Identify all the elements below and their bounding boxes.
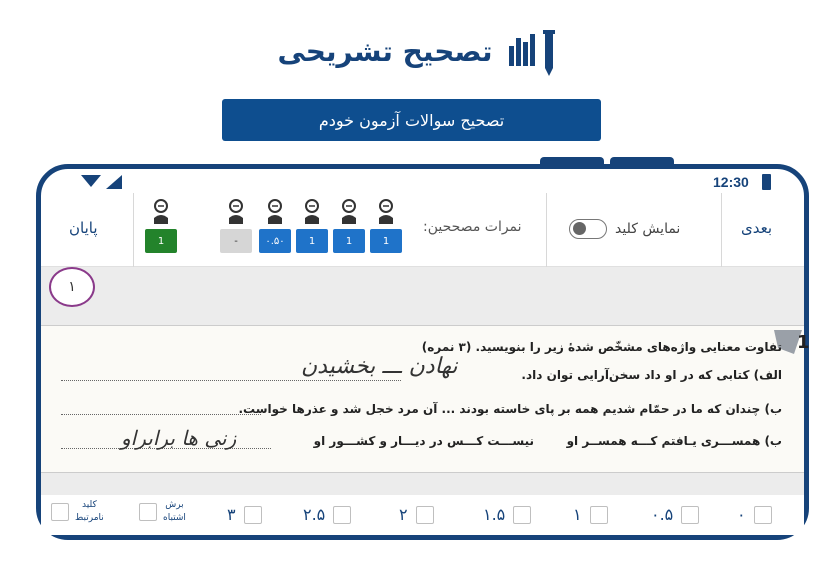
score-selector <box>41 495 804 535</box>
toolbar-divider <box>546 193 547 267</box>
end-button[interactable]: پایان <box>69 219 98 237</box>
phone-frame <box>36 164 809 540</box>
grader-avatar-icon <box>266 199 284 225</box>
score-option-2[interactable] <box>399 505 434 524</box>
score-option-1[interactable] <box>573 505 608 524</box>
show-key-toggle[interactable] <box>569 219 607 239</box>
battery-icon <box>762 174 771 190</box>
status-bar <box>41 169 804 195</box>
brand-header <box>0 26 840 76</box>
score-option-3[interactable] <box>227 505 262 524</box>
show-key-label: نمایش کلید <box>615 221 681 237</box>
final-grade: 1 <box>145 229 177 253</box>
handwritten-answer-c: زنی ها برابراو <box>121 426 237 450</box>
unrelated-key-label: کلید نامرتبط <box>75 500 104 523</box>
page-title: تصحیح تشریحی <box>277 34 493 68</box>
question-heading: تفاوت معنایی واژه‌های مشخّص شدهٔ زیر را بنویسید. (۳ نمره) <box>421 340 782 354</box>
chart-pen-icon <box>503 26 563 76</box>
grader-grade: 1 <box>333 229 365 253</box>
unrelated-key-option[interactable] <box>51 499 104 525</box>
wifi-icon <box>81 175 101 187</box>
question-number-badge: ۱ <box>49 267 95 307</box>
score-value: ۰ <box>737 505 746 524</box>
grader-3 <box>295 199 329 259</box>
grading-toolbar <box>41 193 804 267</box>
graders-label: نمرات مصححین: <box>423 219 522 235</box>
score-option-1-5[interactable] <box>483 505 531 524</box>
grader-5 <box>219 199 253 259</box>
score-checkbox[interactable] <box>590 506 608 524</box>
score-checkbox[interactable] <box>244 506 262 524</box>
score-checkbox[interactable] <box>754 506 772 524</box>
score-value: ۳ <box>227 505 236 524</box>
svg-text:1: 1 <box>797 332 810 353</box>
toolbar-divider <box>133 193 134 267</box>
grader-1 <box>369 199 403 259</box>
grader-avatar-icon <box>303 199 321 225</box>
grader-grade: 1 <box>370 229 402 253</box>
grader-avatar-icon <box>227 199 245 225</box>
score-checkbox[interactable] <box>681 506 699 524</box>
unrelated-key-checkbox[interactable] <box>51 503 69 521</box>
score-value: ۲ <box>399 505 408 524</box>
score-value: ۰.۵ <box>651 505 674 524</box>
score-checkbox[interactable] <box>513 506 531 524</box>
status-time: 12:30 <box>713 174 749 190</box>
question-line-c-1: ب) همســـری یـافتم کـــه همســر او <box>566 434 782 448</box>
grader-4 <box>258 199 292 259</box>
signal-icon <box>106 175 122 189</box>
toolbar-divider <box>721 193 722 267</box>
grader-2 <box>332 199 366 259</box>
final-grader-avatar-icon <box>152 199 170 225</box>
question-area <box>41 267 810 495</box>
score-option-0-5[interactable] <box>651 505 699 524</box>
score-value: ۱.۵ <box>483 505 506 524</box>
wrong-crop-option[interactable] <box>139 499 186 525</box>
question-line-a: الف) کتابی که در او داد سخن‌آرایی توان داد. <box>521 368 782 382</box>
handwritten-answer-a: نهادن ـــ بخشیدن <box>301 354 458 379</box>
scanned-answer-sheet <box>41 325 810 473</box>
next-button[interactable]: بعدی <box>741 219 773 237</box>
grader-avatar-icon <box>340 199 358 225</box>
grader-grade: - <box>220 229 252 253</box>
wrong-crop-checkbox[interactable] <box>139 503 157 521</box>
score-value: ۱ <box>573 505 582 524</box>
score-value: ۲.۵ <box>303 505 326 524</box>
show-key-toggle-group[interactable] <box>569 219 680 239</box>
grader-avatar-icon <box>377 199 395 225</box>
score-checkbox[interactable] <box>333 506 351 524</box>
question-line-b: ب) چندان که ما در حمّام شدیم همه بر پای خاسته بودند ... آن مرد خجل شد و عذرها خواست. <box>238 402 782 416</box>
grader-grade: 1 <box>296 229 328 253</box>
answer-line <box>61 380 401 381</box>
score-checkbox[interactable] <box>416 506 434 524</box>
question-line-c-2: نیســـت کـــس در دیـــار و کشـــور او <box>313 434 534 448</box>
score-option-0[interactable] <box>737 505 772 524</box>
grader-grade: ۰.۵۰ <box>259 229 291 253</box>
correct-my-exam-button[interactable]: تصحیح سوالات آزمون خودم <box>222 99 601 141</box>
final-grader <box>144 199 178 259</box>
wrong-crop-label: برش اشتباه <box>163 500 186 523</box>
answer-line <box>61 414 261 415</box>
score-option-2-5[interactable] <box>303 505 351 524</box>
toggle-knob <box>573 222 586 235</box>
